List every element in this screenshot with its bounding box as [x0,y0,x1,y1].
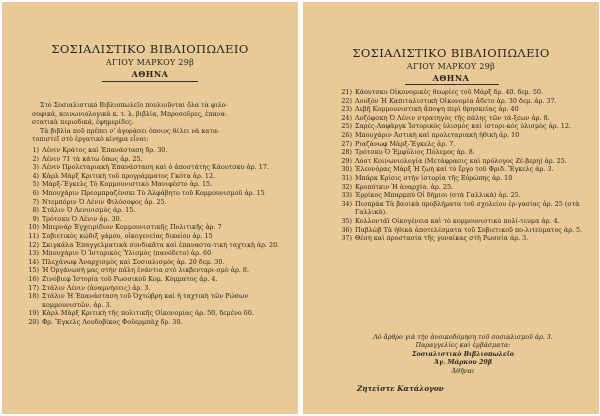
intro-line: Στὸ Σοσιαλιστικὸ Βιβλιοπωλεῖο πουλιοῦνται ὅλα τὰ φιλο- [40,102,228,109]
entry-number: 6) [32,188,39,197]
entry-text: Ριαζάνωφ Μὰρξ-Ἔγκελς ἀρ. 7. [355,139,456,148]
bookstore-city: ΑΘΗΝΑ [432,73,470,83]
book-list-left [28,146,280,326]
entry-text: Σαρὲς-Λαφὰργκ Ἱστορικὸς ὑλισμὸς καὶ ἱστορι-κὸς ὑλισμὸς ἀρ. 12. [355,122,571,131]
entry-number: 21) [341,88,352,96]
entry-number: 11) [28,231,39,240]
entry-text: Τρότσκυ Ὁ Λένιν ἀρ. 30. [42,214,122,223]
entry-number: 27) [341,139,352,148]
entry-number: 37) [341,234,352,243]
entry-text: Φρ. Ἔγκελς Λουδοβίκος Φοϋερμπὰχ δρ. 30. [42,317,183,326]
header-rule [405,84,499,85]
book-entry [28,249,280,258]
entry-number: 29) [341,156,352,165]
entry-text: Ἡ Ὀργάνωσή μας στὴν πάλη ἐνάντια στὸ λικβενταρι-σμὸ ἀρ. 8. [42,266,249,275]
book-entry [341,174,585,183]
entry-text: Ἐλεονόρας Μὰρξ Ἡ ζωὴ καὶ τὸ ἔργο τοῦ Φριδ. Ἔγκελς ἀρ. 3. [355,165,554,174]
header-rule [102,81,198,82]
entry-text: Λένιν Κράτος καὶ Ἐπανάσταση δρ. 30. [42,146,168,154]
catalog-note: Ζητεῖστε Κατάλογον [357,384,444,393]
entry-number: 26) [341,130,352,139]
book-entry [28,189,280,198]
entry-number: 34) [341,199,352,208]
entry-text: Λένιν Προλεταριακὴ Ἐπανάσταση καὶ ὁ ἀποστάτης Κάουτσκυ ἀρ. 17. [42,163,269,172]
entry-number: 15) [28,266,39,275]
entry-text: Θέση καὶ προστασία τῆς γυναίκας στὴ Ρωσσία ἀρ. 3. [355,234,529,243]
book-entry [341,165,585,174]
book-entry [341,131,585,140]
entry-number: 18) [28,292,39,301]
entry-text: Λόστ Κοινωνιολογία (Μετάφρασις καὶ πρόλογος Ζέ-βερη) ἀρ. 25. [355,156,567,165]
entry-text: Μπερνάρ Ἐγχειρίδιον Κομμουνιστικῆς Πολιτικῆς ἀρ. 7 [42,223,222,232]
entry-text: Μπάρκ Κρίσις στὴν ἱστορία τῆς Εὐρώπης ἀρ. 10 [355,173,513,182]
entry-number: 19) [28,309,39,318]
order-info [343,334,583,376]
entry-text: Στάλιν Ἡ Ἐπανάσταση τοῦ Ὀχτώβρη καὶ ἡ ταχτικὴ τῶν Ρώσων κομμουνιστῶν. ἀρ. 3. [42,292,249,309]
entry-number: 25) [341,122,352,131]
entry-number: 28) [341,148,352,157]
entry-text: Κολλοντάϊ Οἰκογένεια καὶ τὸ κομμουνιστικὸ πολί-τευμα ἀρ. 4. [355,216,560,225]
entry-text: Λεβῆ Κομμουνιστικὴ ἄποψη περὶ θρησκείας ἀρ. 40 [355,105,519,114]
entry-text: Κὰρλ Μὰρξ Κριτικὴ τῆς πολιτικῆς Οἰκονομίας ἀρ. 50, δεμένο 60. [42,309,254,318]
book-entry [28,198,280,207]
entry-number: 36) [341,225,352,234]
entry-text: Πισπράκ Τὰ βασικὰ προβλήματα τοῦ σχολείου ἐρ-γασίας ἀρ. 25 (στὰ Γαλλικὰ). [355,199,580,217]
entry-number: 30) [341,165,352,174]
bookstore-city: ΑΘΗΝΑ [131,69,169,79]
book-entry [341,200,585,217]
entry-text: Κὰρλ Μὰρξ Κριτικὴ τοῦ προγράμματος Γκότα ἀρ. 12. [42,171,216,180]
entry-number: 9) [32,214,39,223]
entry-number: 10) [28,223,39,232]
entry-number: 7) [32,197,39,206]
book-entry [341,148,585,157]
entry-number: 23) [341,105,352,114]
left-page [2,2,298,414]
book-entry [341,217,585,226]
entry-number: 16) [28,274,39,283]
book-entry [341,122,585,131]
book-entry [28,155,280,164]
entry-text: Ἐρρίκος Μπαρμπύ Οἱ δήμιοι (στὰ Γαλλικὰ) ἀρ. 25. [355,191,521,200]
entry-number: 24) [341,113,352,122]
entry-number: 20) [28,317,39,326]
book-entry [28,309,280,318]
book-entry [28,241,280,250]
entry-text: Μπουχάριν Πρεομπραζένσκι Τὸ Ἀλφάβητο τοῦ Κομμουνισμοῦ ἀρ. 15 [42,188,265,197]
entry-text: Σοβιετικὸς κώδιξ γάμου, οἰκογενείας δικαίου ἀρ. 15 [42,231,213,240]
entry-number: 14) [28,257,39,266]
entry-text: Κροπότκιν Ἡ ἀναρχία. ἀρ. 25. [355,182,454,191]
order-line: Παραγγελίες καὶ ἐμβάσματα: [415,342,511,350]
bookstore-street: ΑΓΙΟΥ ΜΑΡΚΟΥ 29β [105,58,195,67]
entry-text: Μὰρξ-Ἔγκελς Τὸ Κομμουνιστικὸ Μανιφέστο ἀρ. 15. [42,180,213,189]
entry-number: 22) [341,96,352,105]
bookstore-street: ΑΓΙΟΥ ΜΑΡΚΟΥ 29β [406,62,496,71]
book-entry [28,318,280,327]
entry-text: Μπουχάριν Ἀστικὴ καὶ προλεταριακὴ ἠθικὴ ἀρ. 10 [355,130,520,139]
order-line: Ἀθῆναι [451,367,475,375]
right-page [303,2,599,414]
book-entry [28,292,280,309]
book-entry [28,206,280,215]
book-entry [28,146,280,155]
entry-text: Στάλιν Ὁ Λενινισμὸς ἀρ. 15. [42,206,136,215]
entry-number: 35) [341,216,352,225]
entry-number: 3) [32,163,39,172]
entry-text: Λουξὸν Ἡ Καπιταλιστικὴ Οἰκονομία ἄδετο ἀρ. 30 δεμ. ἀρ. 37. [355,96,557,105]
book-entry [28,232,280,241]
intro-line: τοπιστεῖ στὸ ἐργατικὸ κίνημα εἶναι: [32,136,149,144]
book-entry [341,88,585,97]
book-entry [341,234,585,243]
entry-text: Μπουχάριν Ὁ Ἱστορικὸς Ὑλισμὸς (πανόδετο) ἀρ. 60 [42,249,212,258]
entry-text: Λοζόφσκη Ὁ Λένιν στρατηγὸς τῆς πάλης τῶν τά-ξεων ἀρ. 8. [355,113,550,122]
entry-number: 2) [32,154,39,163]
entry-number: 12) [28,240,39,249]
book-entry [341,183,585,192]
bookstore-title: ΣΟΣΙΑΛΙΣΤΙΚΟ ΒΙΒΛΙΟΠΩΛΕΙΟ [51,42,249,56]
bookstore-title: ΣΟΣΙΑΛΙΣΤΙΚΟ ΒΙΒΛΙΟΠΩΛΕΙΟ [352,46,550,60]
entry-text: Τρότσκυ Ὁ Ἐμφύλιος Πόλεμος ἀρ. 8. [355,148,475,157]
book-entry [341,226,585,235]
entry-text: Παβλὼβ Τὰ ἠθικὰ ἀποτελέσματα τοῦ Σοβιετικοῦ πο-λιτεύματος ἀρ. 5. [355,225,583,234]
book-entry [28,266,280,275]
entry-number: 33) [341,191,352,200]
entry-number: 32) [341,182,352,191]
entry-number: 17) [28,283,39,292]
book-entry [341,97,585,106]
book-entry [28,180,280,189]
entry-text: Ζινόβιεφ Ἱστορία τοῦ Ρωσσικοῦ Κομ. Κόμματος ἀρ. 4. [42,274,218,283]
entry-text: Στάλιν Λένιν (ἀναμνήσεις) ἀρ. 3. [42,283,151,292]
entry-number: 5) [32,180,39,189]
intro-line: στατικὰ περιοδικά, ἐφημερίδες. [32,119,134,127]
entry-text: Πλεχάνωφ Ἀναρχισμὸς καὶ Σοσιαλισμὸς ἀρ. 20 δεμ. 30. [42,257,225,266]
entry-number: 4) [32,171,39,180]
order-line: Σοσιαλιστικὸ Βιβλιοπωλεῖο [412,350,514,358]
order-line: Ἁγ. Μάρκου 29β [434,359,492,367]
book-entry [341,191,585,200]
book-entry [341,140,585,149]
entry-number: 13) [28,249,39,258]
entry-number: 1) [32,146,39,154]
entry-text: Σκιγκάλα Ἐπαγγελματικὰ συνδικᾶτα καὶ ἐπαναστα-τικὴ ταχτικὴ ἀρ. 20. [42,240,280,249]
book-entry [28,223,280,232]
order-line: Λὸ ἄρθρο γιὰ τὴν ἀνοικοδόμηση τοῦ σοσιαλισμοῦ ἀρ. 3. [373,334,553,341]
book-entry [341,105,585,114]
entry-text: Ντεμπόριν Ὁ Λένιν Φιλόσοφος ἀρ. 25. [42,197,167,206]
intro-paragraph [32,102,278,145]
book-entry [28,275,280,284]
book-entry [28,284,280,293]
entry-number: 31) [341,173,352,182]
entry-number: 8) [32,206,39,215]
entry-text: Λένιν 71 τὰ κάτω ὄπως ἀρ. 25. [42,154,143,163]
intro-line: Τὰ βιβλία ποῦ πρέπει ν' ἀγοράσει ὁποιος θέλει νὰ κατα- [40,127,220,135]
intro-line: σοφικά, κοινωνιολογικὰ κ. τ. λ. βιβλία, Μπροσοῦρες, ἐπανα- [32,110,227,118]
book-entry [28,163,280,172]
entry-text: Κάουτσκυ Οἰκονομικὲς θεωρίες τοῦ Μὰρξ δρ. 40. δεμ. 50. [355,88,544,96]
book-list-right [341,88,585,243]
